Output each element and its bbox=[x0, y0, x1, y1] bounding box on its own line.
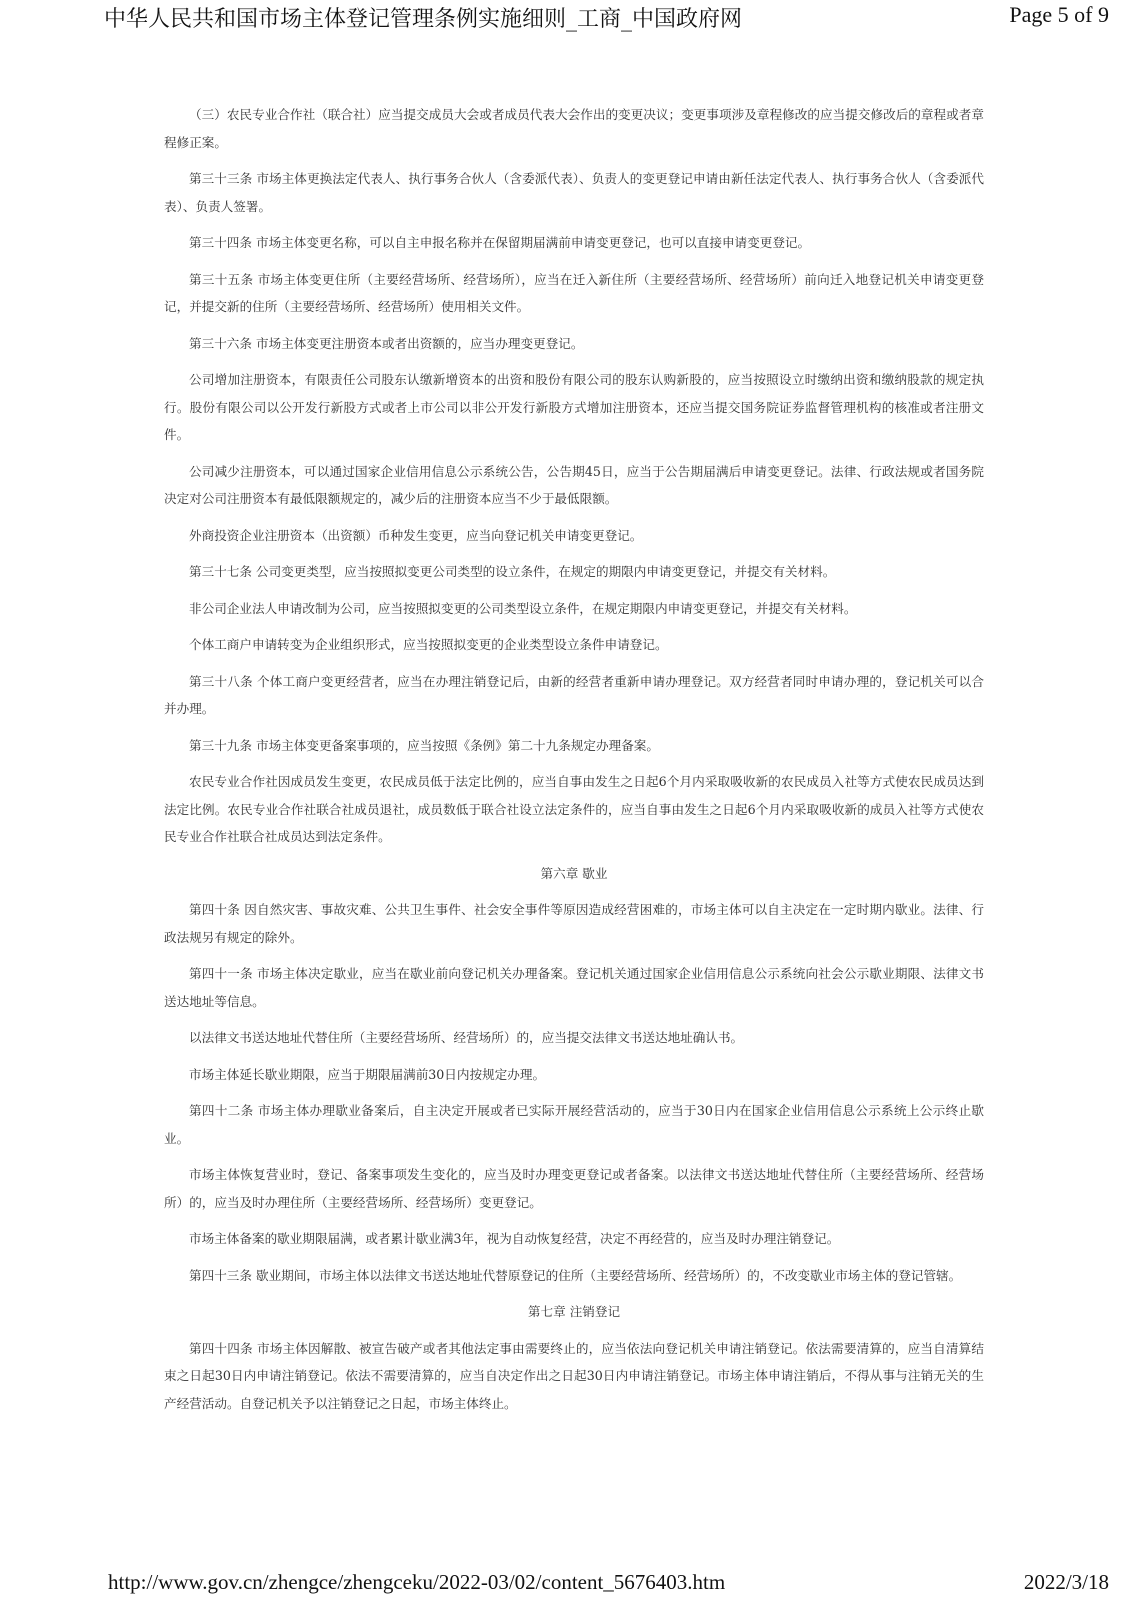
article-paragraph: 第四十条 因自然灾害、事故灾难、公共卫生事件、社会安全事件等原因造成经营困难的，市场主体可以自主决定在一定时期内歇业。法律、行政法规另有规定的除外。 bbox=[164, 902, 984, 945]
article-paragraph: 公司增加注册资本，有限责任公司股东认缴新增资本的出资和股份有限公司的股东认购新股的，应当按照设立时缴纳出资和缴纳股款的规定执行。股份有限公司以公开发行新股方式或者上市公司以非公开发行新股方式增加注册资本，还应当提交国务院证券监督管理机构的核准或者注册文件。 bbox=[164, 372, 984, 442]
article-paragraph: 公司减少注册资本，可以通过国家企业信用信息公示系统公告，公告期45日，应当于公告期届满后申请变更登记。法律、行政法规或者国务院决定对公司注册资本有最低限额规定的，减少后的注册资本应当不少于最低限额。 bbox=[164, 463, 984, 506]
article-paragraph: 个体工商户申请转变为企业组织形式，应当按照拟变更的企业类型设立条件申请登记。 bbox=[189, 637, 668, 652]
article-paragraph: 第四十一条 市场主体决定歇业，应当在歇业前向登记机关办理备案。登记机关通过国家企业信用信息公示系统向社会公示歇业期限、法律文书送达地址等信息。 bbox=[164, 966, 984, 1009]
article-paragraph: 第三十六条 市场主体变更注册资本或者出资额的，应当办理变更登记。 bbox=[189, 335, 584, 351]
article-paragraph: 第四十二条 市场主体办理歇业备案后，自主决定开展或者已实际开展经营活动的，应当于30日内在国家企业信用信息公示系统上公示终止歇业。 bbox=[164, 1103, 984, 1146]
article-paragraph: （三）农民专业合作社（联合社）应当提交成员大会或者成员代表大会作出的变更决议；变更事项涉及章程修改的应当提交修改后的章程或者章程修正案。 bbox=[164, 107, 984, 150]
article-paragraph: 第三十四条 市场主体变更名称，可以自主申报名称并在保留期届满前申请变更登记，也可以直接申请变更登记。 bbox=[189, 235, 811, 250]
article-paragraph: 农民专业合作社因成员发生变更，农民成员低于法定比例的，应当自事由发生之日起6个月内采取吸收新的农民成员入社等方式使农民成员达到法定比例。农民专业合作社联合社成员退社，成员数低于联合社设立法定条件的，应当自事由发生之日起6个月内采取吸收新的成员入社等方式使农民专业合作社联合社成员达到法定条件。 bbox=[164, 774, 984, 844]
page-header-title: 中华人民共和国市场主体登记管理条例实施细则_工商_中国政府网 bbox=[104, 7, 743, 32]
article-paragraph: 第三十三条 市场主体更换法定代表人、执行事务合伙人（含委派代表）、负责人的变更登记申请由新任法定代表人、执行事务合伙人（含委派代表）、负责人签署。 bbox=[164, 171, 984, 214]
article-paragraph: 第三十八条 个体工商户变更经营者，应当在办理注销登记后，由新的经营者重新申请办理登记。双方经营者同时申请办理的，登记机关可以合并办理。 bbox=[164, 673, 984, 716]
article-paragraph: 市场主体备案的歇业期限届满，或者累计歇业满3年，视为自动恢复经营，决定不再经营的，应当及时办理注销登记。 bbox=[189, 1231, 840, 1246]
article-paragraph: 非公司企业法人申请改制为公司，应当按照拟变更的公司类型设立条件，在规定期限内申请变更登记，并提交有关材料。 bbox=[189, 600, 857, 616]
article-paragraph: 第三十九条 市场主体变更备案事项的，应当按照《条例》第二十九条规定办理备案。 bbox=[189, 737, 659, 753]
article-paragraph: 以法律文书送达地址代替住所（主要经营场所、经营场所）的，应当提交法律文书送达地址确认书。 bbox=[189, 1030, 744, 1045]
article-paragraph: 外商投资企业注册资本（出资额）币种发生变更，应当向登记机关申请变更登记。 bbox=[189, 527, 643, 543]
document-body bbox=[164, 101, 984, 1426]
source-url-link[interactable]: http://www.gov.cn/zhengce/zhengceku/2022-03/02/content_5676403.htm bbox=[108, 1570, 726, 1594]
article-paragraph: 第四十四条 市场主体因解散、被宣告破产或者其他法定事由需要终止的，应当依法向登记机关申请注销登记。依法需要清算的，应当自清算结束之日起30日内申请注销登记。依法不需要清算的，应当自决定作出之日起30日内申请注销登记。市场主体申请注销后，不得从事与注销无关的生产经营活动。自登记机关予以注销登记之日起，市场主体终止。 bbox=[164, 1340, 984, 1411]
article-paragraph: 第三十五条 市场主体变更住所（主要经营场所、经营场所），应当在迁入新住所（主要经营场所、经营场所）前向迁入地登记机关申请变更登记，并提交新的住所（主要经营场所、经营场所）使用相关文件。 bbox=[164, 271, 984, 314]
chapter-heading: 第七章 注销登记 bbox=[527, 1304, 621, 1319]
article-paragraph: 市场主体延长歇业期限，应当于期限届满前30日内按规定办理。 bbox=[189, 1066, 546, 1082]
article-paragraph: 市场主体恢复营业时，登记、备案事项发生变化的，应当及时办理变更登记或者备案。以法律文书送达地址代替住所（主要经营场所、经营场所）的，应当及时办理住所（主要经营场所、经营场所）变更登记。 bbox=[164, 1167, 984, 1210]
article-paragraph: 第四十三条 歇业期间，市场主体以法律文书送达地址代替原登记的住所（主要经营场所、经营场所）的，不改变歇业市场主体的登记管辖。 bbox=[189, 1267, 962, 1283]
page-number: Page 5 of 9 bbox=[1009, 2, 1109, 27]
article-paragraph: 第三十七条 公司变更类型，应当按照拟变更公司类型的设立条件，在规定的期限内申请变更登记，并提交有关材料。 bbox=[189, 564, 836, 579]
print-date: 2022/3/18 bbox=[1023, 1570, 1109, 1594]
chapter-heading: 第六章 歇业 bbox=[540, 865, 608, 881]
